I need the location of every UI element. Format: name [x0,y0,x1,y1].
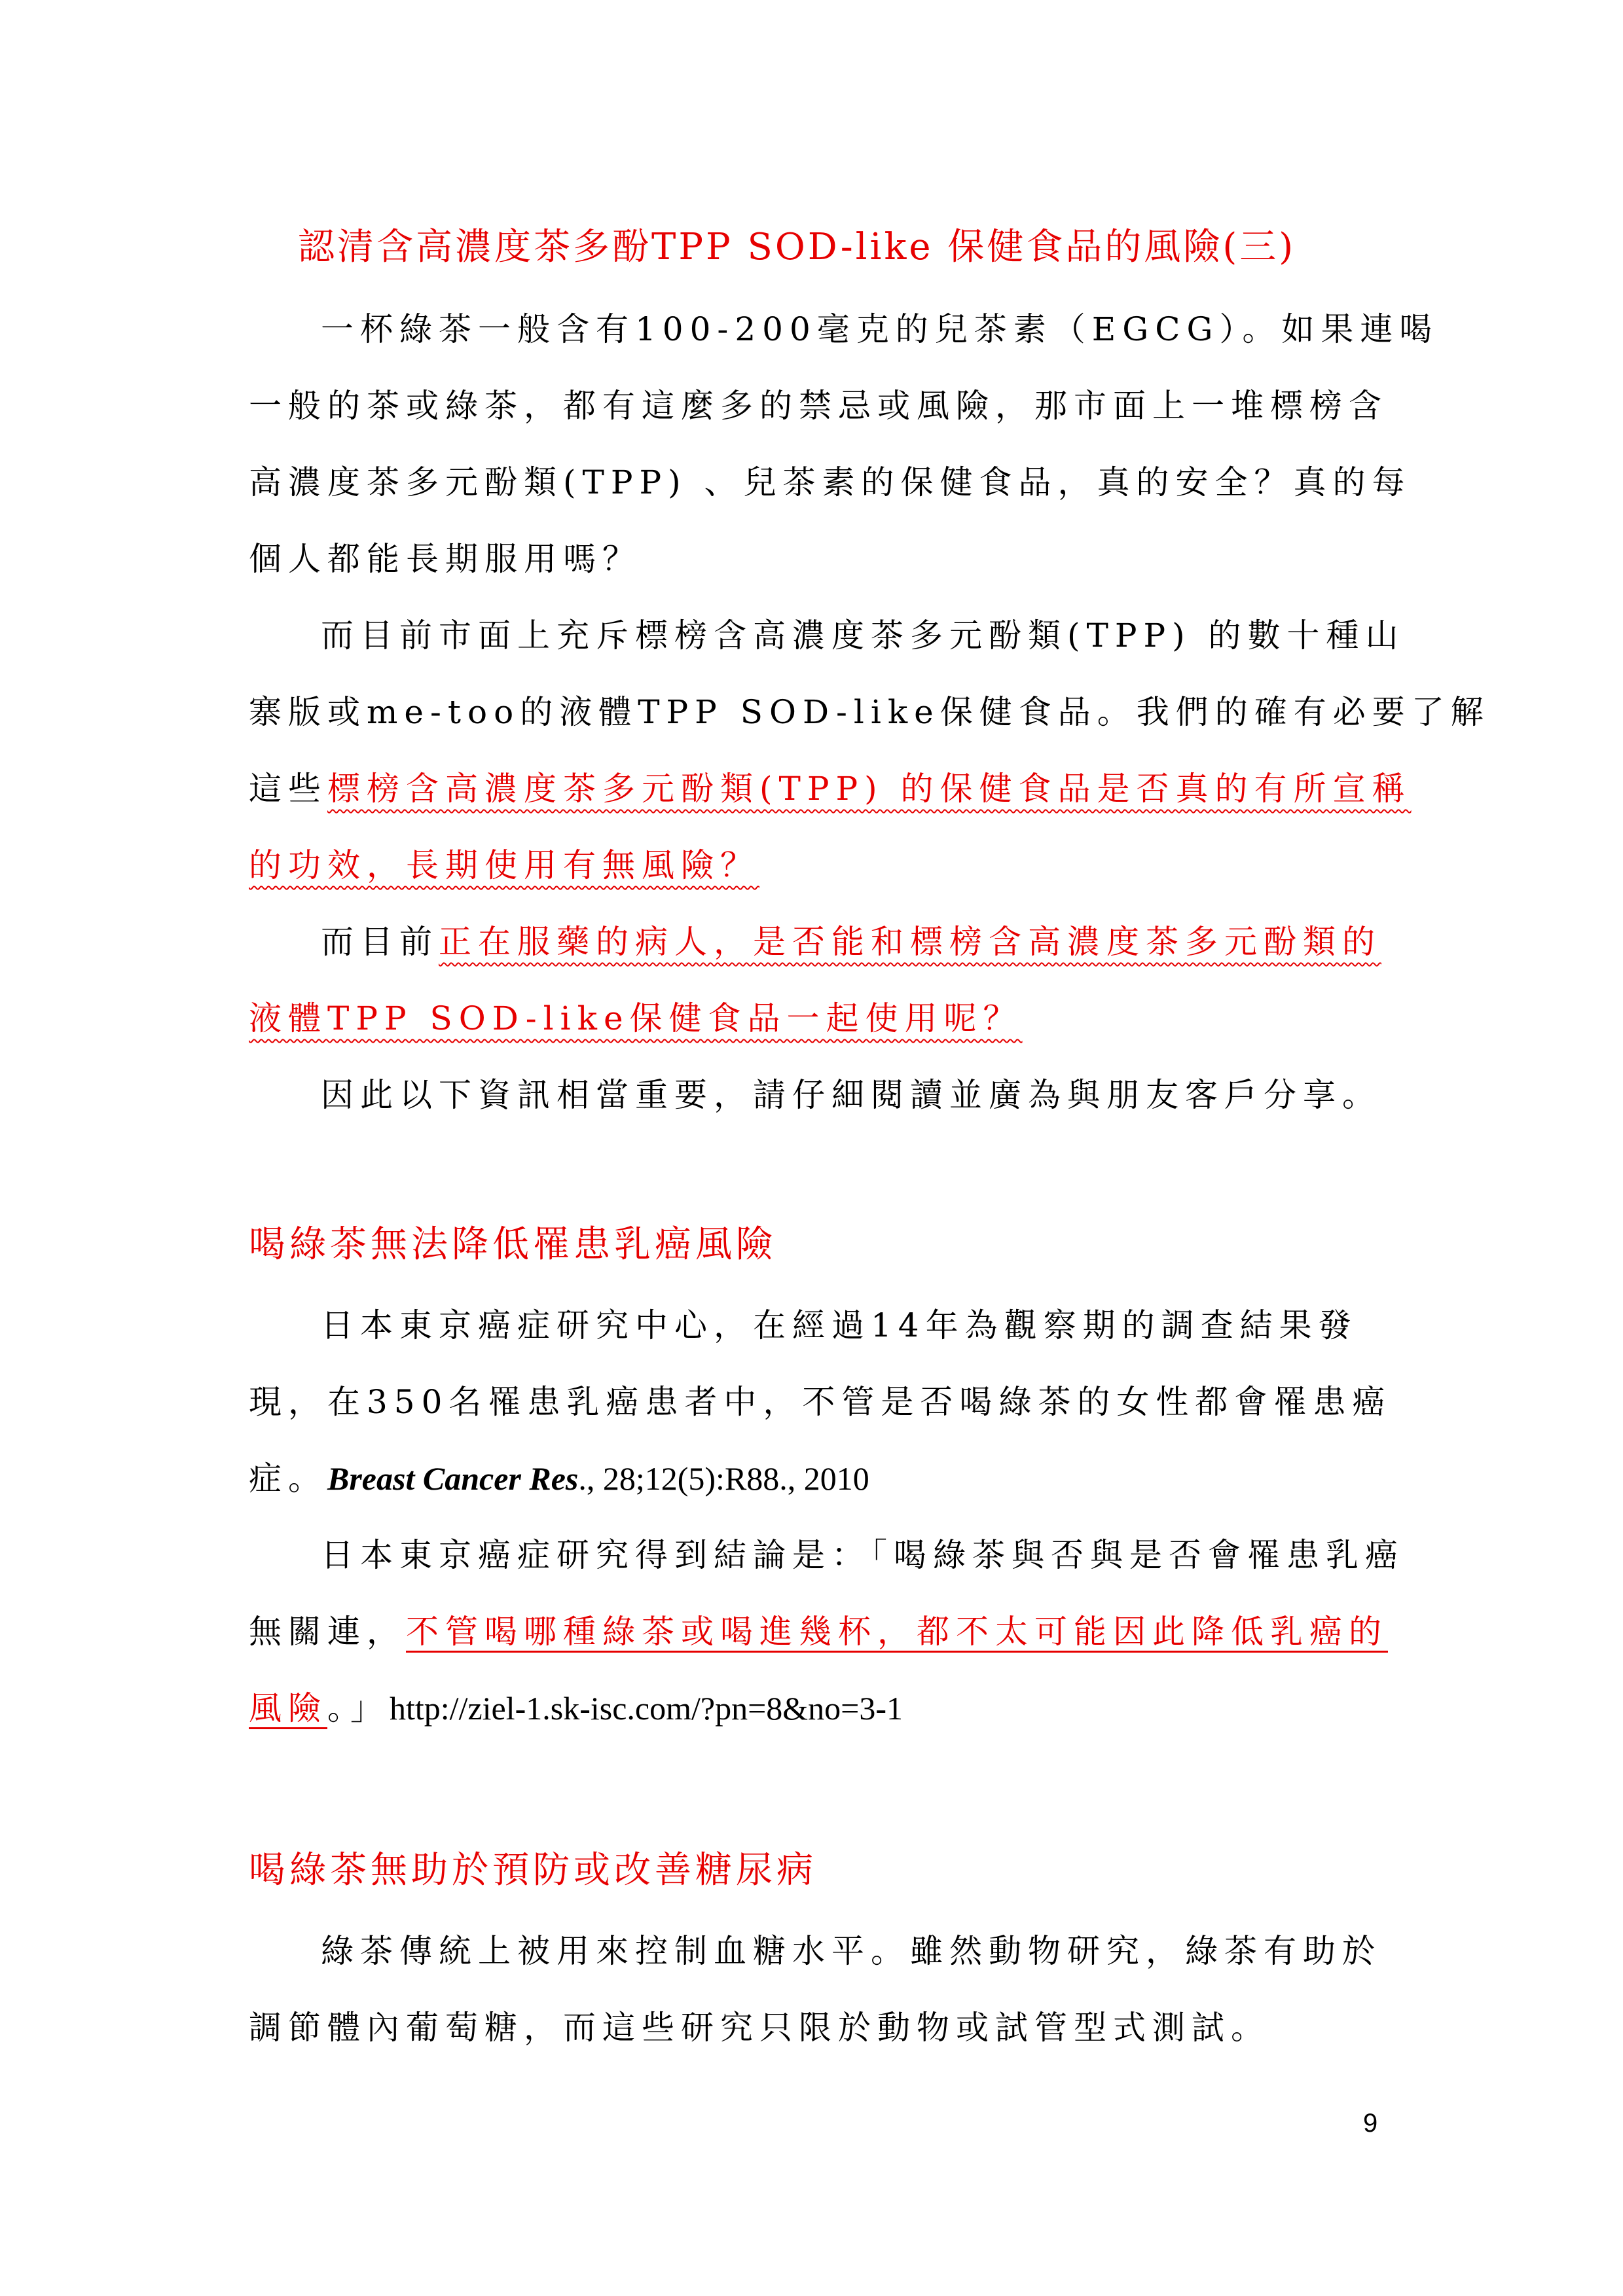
section1-line-5-lead: 無關連， [249,1613,406,1651]
section2-line-2: 調節體內葡萄糖，而這些研究只限於動物或試管型式測試。 [249,2009,1270,2047]
citation-detail: ., 28;12(5):R88., 2010 [578,1460,869,1497]
closing-quote: 。」 [327,1689,390,1727]
intro-line-4: 個人都能長期服用嗎？ [249,540,642,578]
section-heading-breast-cancer: 喝綠茶無法降低罹患乳癌風險 [249,1223,776,1266]
intro-line-8 [249,842,1395,888]
intro-line-5: 而目前市面上充斥標榜含高濃度茶多元酚類(TPP) 的數十種山 [321,617,1405,655]
page-title: 認清含高濃度茶多酚TPP SOD-like 保健食品的風險(三) [298,226,1296,268]
intro-line-1: 一杯綠茶一般含有100-200毫克的兒茶素（EGCG）。如果連喝 [321,310,1439,348]
section1-line-2: 現，在350名罹患乳癌患者中，不管是否喝綠茶的女性都會罹患癌 [249,1383,1392,1421]
intro-line-7-lead: 這些 [249,770,327,808]
highlight-conclusion-cont: 風險 [249,1689,327,1727]
section1-line-5 [249,1609,1395,1655]
section1-line-4: 日本東京癌症研究得到結論是：「喝綠茶與否與是否會罹患乳癌 [321,1536,1404,1574]
intro-line-3: 高濃度茶多元酚類(TPP) 、兒茶素的保健食品，真的安全？真的每 [249,463,1412,501]
section2-line-1: 綠茶傳統上被用來控制血糖水平。雖然動物研究，綠茶有助於 [321,1932,1381,1970]
source-url: http://ziel-1.sk-isc.com/?pn=8&no=3-1 [390,1690,903,1727]
intro-line-11: 因此以下資訊相當重要，請仔細閱讀並廣為與朋友客戶分享。 [321,1076,1381,1114]
section1-line-3-lead: 症。 [249,1460,327,1498]
section1-line-3 [249,1456,1395,1501]
intro-line-6: 寨版或me-too的液體TPP SOD-like保健食品。我們的確有必要了解 [249,693,1490,731]
highlight-patients-cont: 液體TPP SOD-like保健食品一起使用呢？ [249,999,1023,1037]
intro-line-7 [249,766,1412,812]
highlight-patients: 正在服藥的病人，是否能和標榜含高濃度茶多元酚類的 [439,923,1381,961]
page-number: 9 [1363,2109,1378,2138]
highlight-conclusion: 不管喝哪種綠茶或喝進幾杯，都不太可能因此降低乳癌的 [406,1613,1388,1651]
intro-line-9 [321,919,1467,965]
intro-line-2: 一般的茶或綠茶，都有這麼多的禁忌或風險，那市面上一堆標榜含 [249,387,1388,425]
section1-line-6 [249,1685,1395,1731]
intro-line-10 [249,996,1395,1041]
section-heading-diabetes: 喝綠茶無助於預防或改善糖尿病 [249,1849,817,1892]
highlight-claims-cont: 的功效，長期使用有無風險？ [249,846,759,884]
intro-line-9-lead: 而目前 [321,923,439,961]
highlight-claims: 標榜含高濃度茶多元酚類(TPP) 的保健食品是否真的有所宣稱 [327,770,1412,808]
journal-name: Breast Cancer Res [327,1460,579,1497]
section1-line-1: 日本東京癌症研究中心，在經過14年為觀察期的調查結果發 [321,1306,1358,1344]
